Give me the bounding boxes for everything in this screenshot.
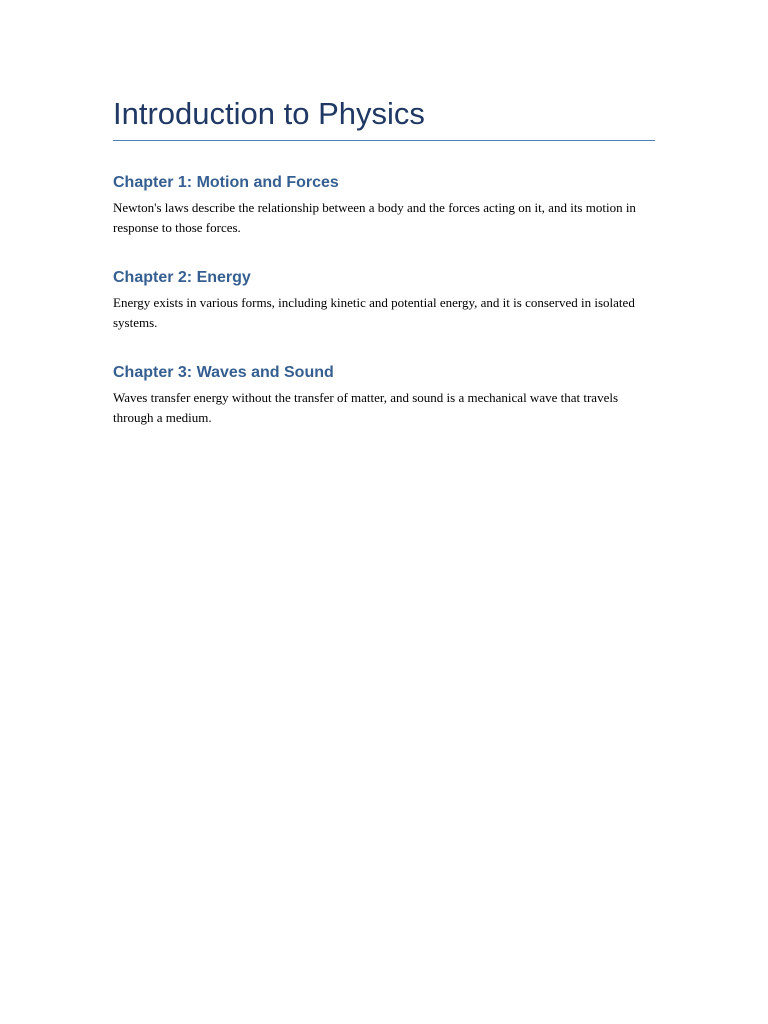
chapter-paragraph: Waves transfer energy without the transfer of matter, and sound is a mechanical wave that travels through a medium. (113, 390, 619, 425)
title-divider (113, 140, 655, 141)
document-title: Introduction to Physics (113, 96, 425, 131)
chapter-heading: Chapter 1: Motion and Forces (113, 174, 339, 191)
chapter-section-2 (113, 267, 655, 333)
chapter-heading: Chapter 3: Waves and Sound (113, 364, 334, 381)
chapter-section-1 (113, 172, 655, 238)
chapter-paragraph: Energy exists in various forms, including kinetic and potential energy, and it is conserved in isolated systems. (113, 295, 635, 330)
document-content (113, 94, 655, 425)
chapter-paragraph: Newton's laws describe the relationship between a body and the forces acting on it, and its motion in response to those forces. (113, 200, 636, 235)
chapter-heading: Chapter 2: Energy (113, 269, 251, 286)
chapter-section-3 (113, 362, 655, 428)
